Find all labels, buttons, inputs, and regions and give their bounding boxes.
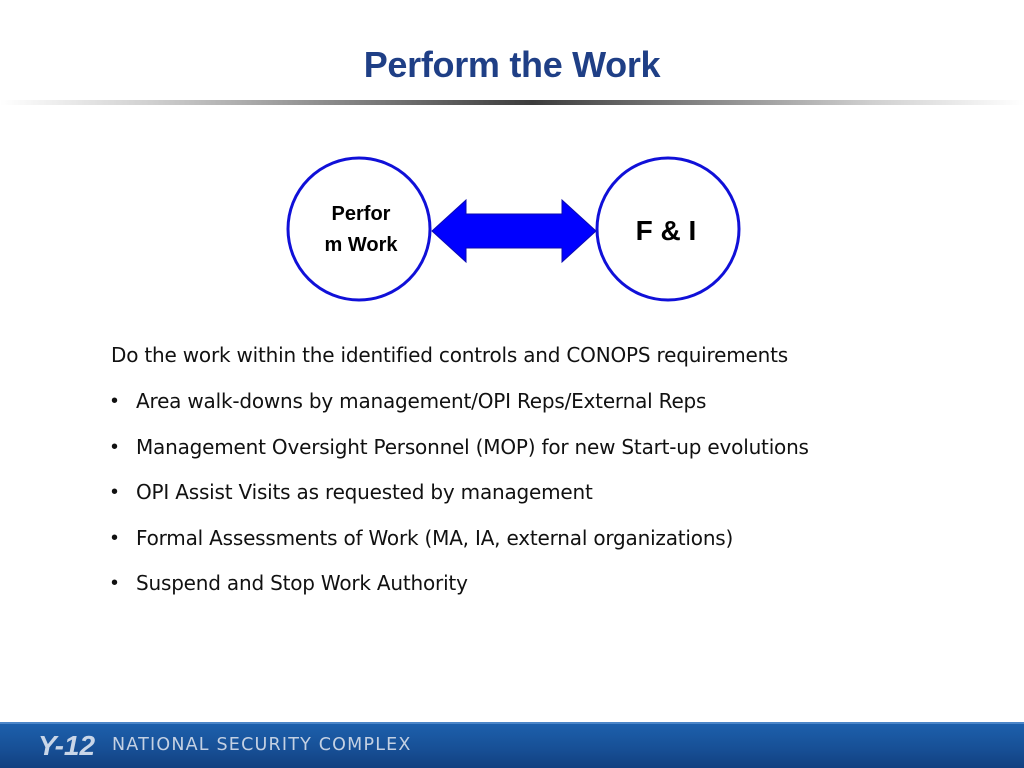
bullet-list xyxy=(111,389,971,596)
bullet-dot: • xyxy=(111,435,118,458)
perform-work-label-line1: Perfor xyxy=(331,203,391,225)
perform-work-label-line2: m Work xyxy=(324,234,398,256)
f-and-i-node xyxy=(597,158,739,300)
y12-logo-text: Y-12 xyxy=(38,731,96,759)
lead-text: Do the work within the identified controls and CONOPS requirements xyxy=(111,343,788,367)
bullet-item xyxy=(111,526,971,551)
footer-top-line xyxy=(0,722,1024,724)
content-block xyxy=(111,343,971,617)
f-and-i-label: F & I xyxy=(635,215,697,246)
bullet-item xyxy=(111,435,971,460)
organization-name: NATIONAL SECURITY COMPLEX xyxy=(112,735,412,755)
bullet-item xyxy=(111,389,971,414)
double-arrow xyxy=(432,200,596,262)
bullet-dot: • xyxy=(111,481,118,503)
bullet-item xyxy=(111,571,971,596)
bullet-dot: • xyxy=(111,526,118,549)
bullet-text: Management Oversight Personnel (MOP) for new Start-up evolutions xyxy=(136,434,809,459)
footer-bar xyxy=(0,722,1024,768)
bullet-text: Formal Assessments of Work (MA, IA, external organizations) xyxy=(136,525,734,550)
bullet-text: Suspend and Stop Work Authority xyxy=(136,571,468,595)
bullet-item xyxy=(111,480,971,505)
bullet-text: Area walk-downs by management/OPI Reps/External Reps xyxy=(136,389,707,413)
perform-work-node xyxy=(288,158,430,300)
perform-work-circle xyxy=(288,158,430,300)
bullet-dot: • xyxy=(111,572,118,594)
slide-title: Perform the Work xyxy=(363,44,661,85)
bullet-dot: • xyxy=(111,390,118,412)
process-diagram xyxy=(0,0,1024,320)
y12-logo xyxy=(38,731,110,759)
bullet-text: OPI Assist Visits as requested by management xyxy=(136,480,593,504)
